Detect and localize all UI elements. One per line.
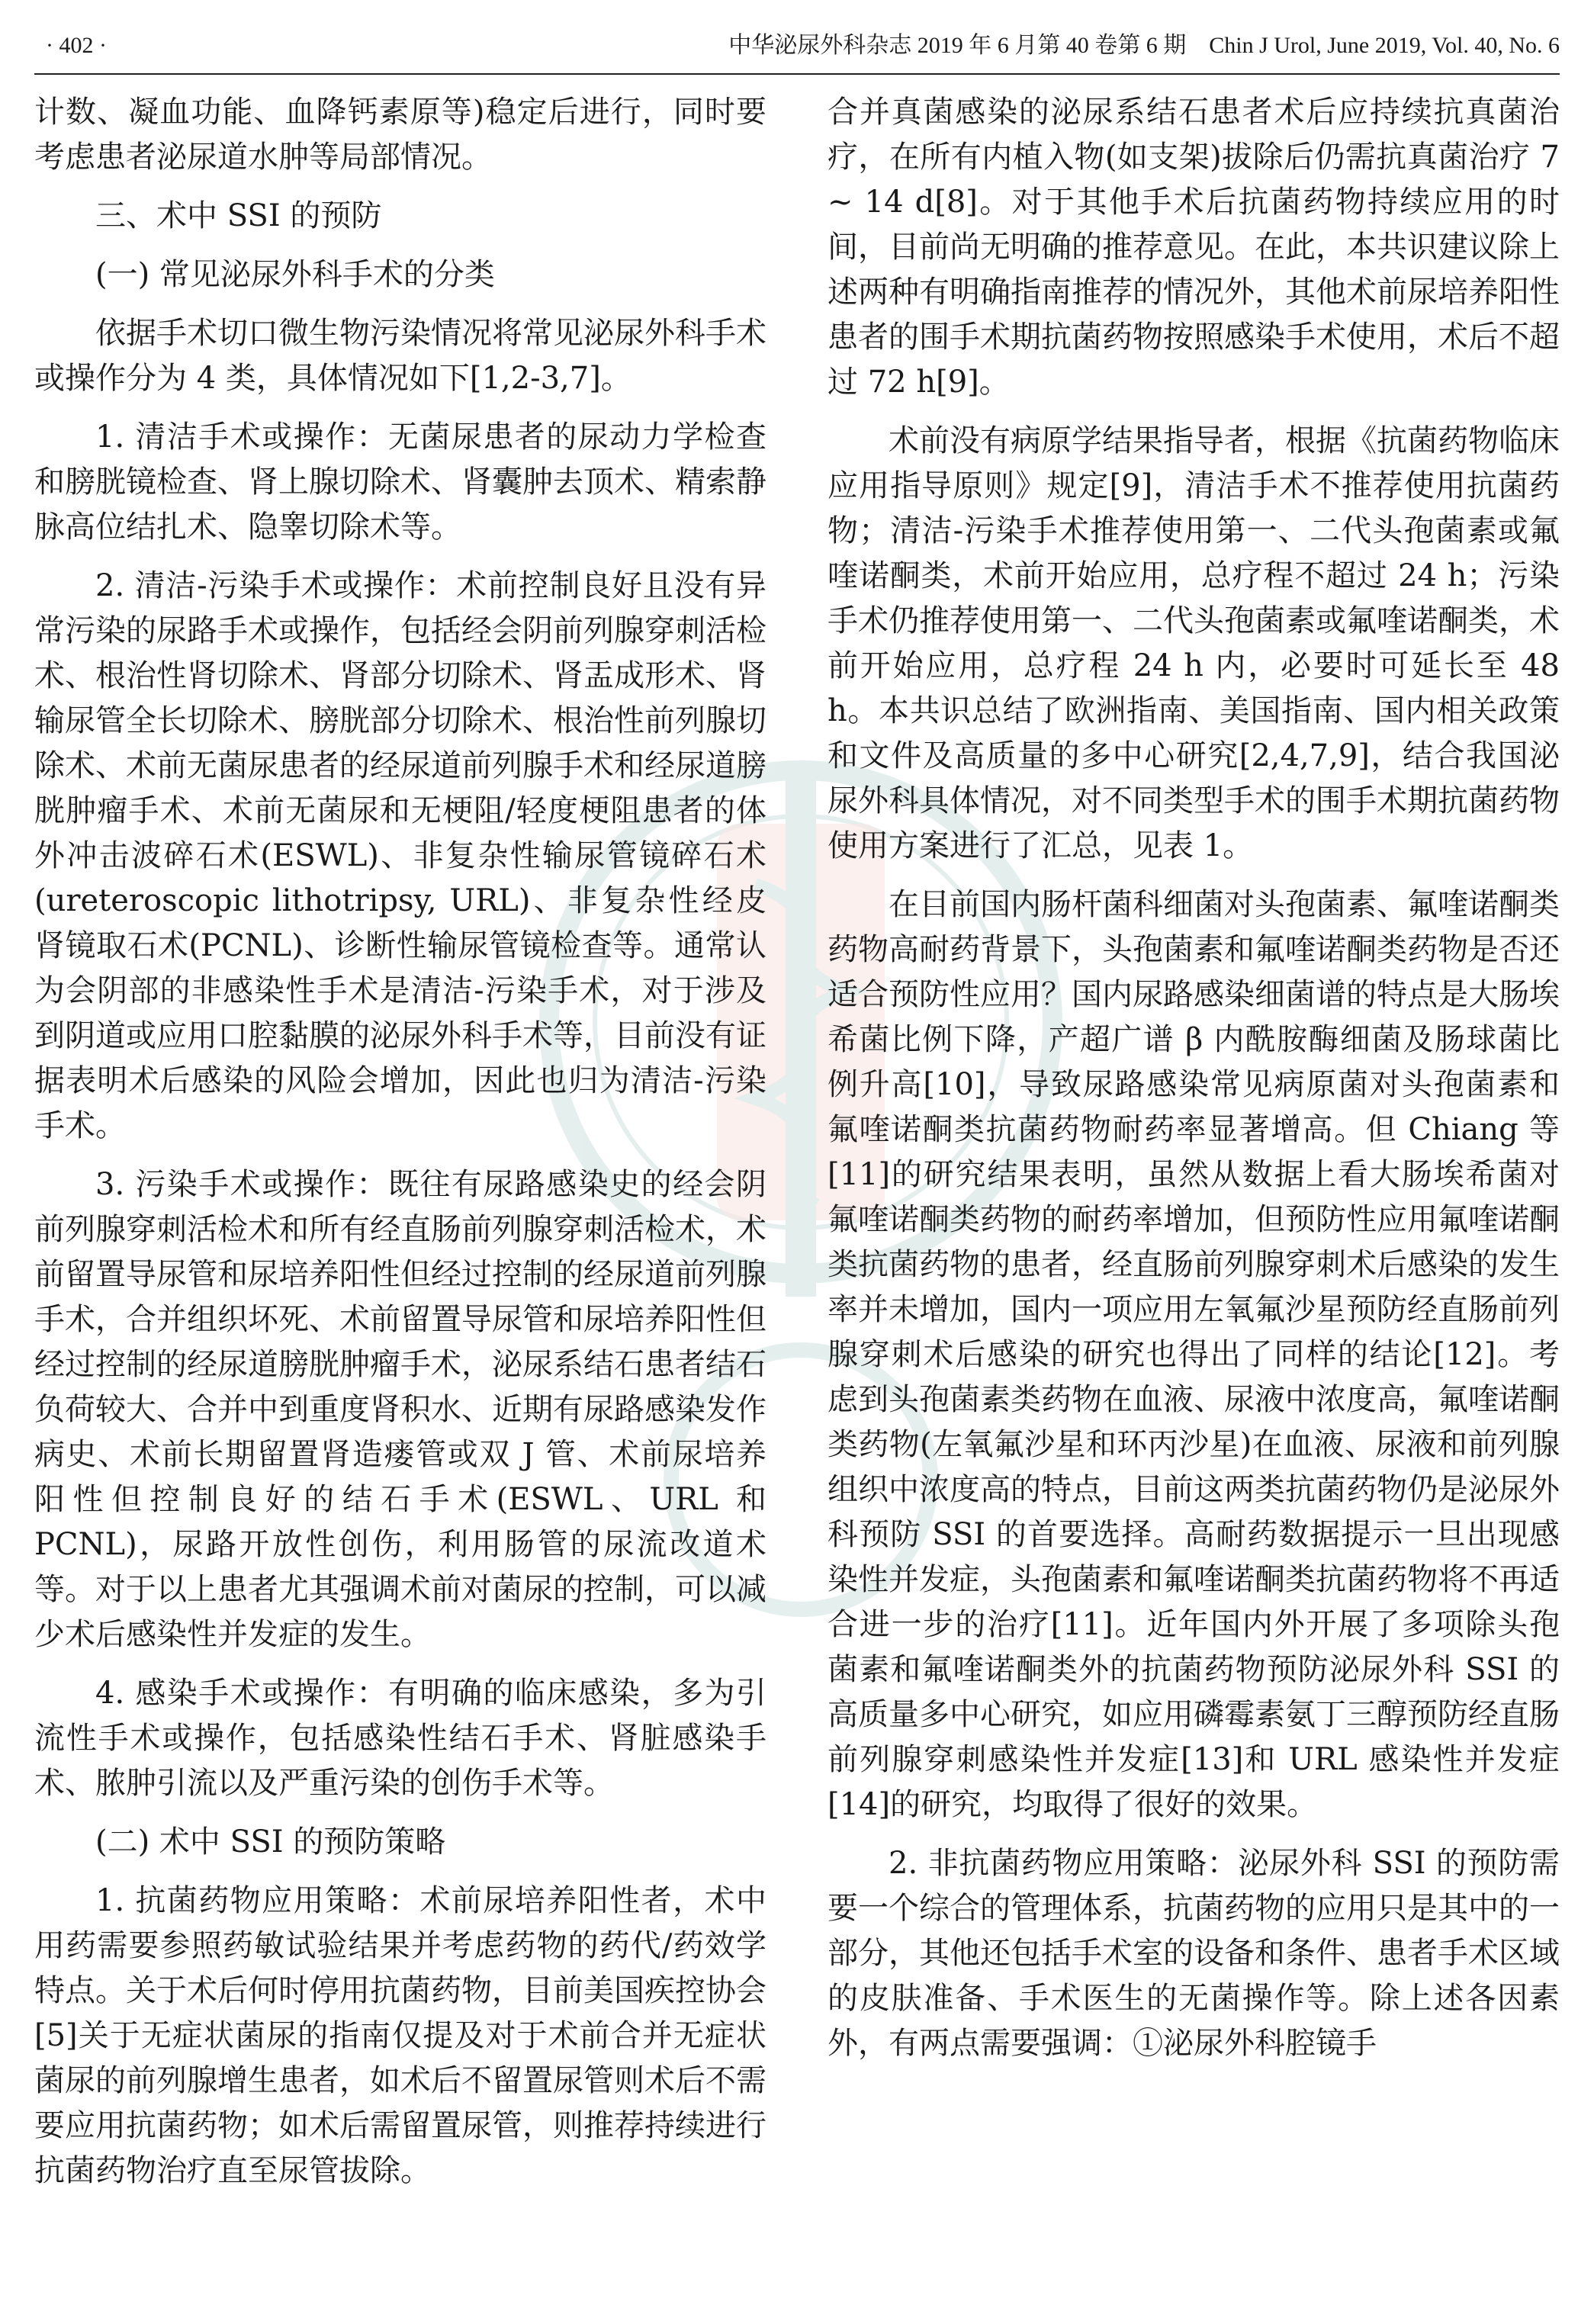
right-column — [828, 90, 1560, 2294]
header-rule — [34, 73, 1560, 75]
paragraph: 3. 污染手术或操作：既往有尿路感染史的经会阴前列腺穿刺活检术和所有经直肠前列腺穿刺活检术，术前留置导尿管和尿培养阳性但经过控制的经尿道前列腺手术，合并组织坏死、术前留置导尿管和尿培养阳性但经过控制的经尿道膀胱肿瘤手术，泌尿系结石患者结石负荷较大、合并中到重度肾积水、近期有尿路感染发作病史、术前长期留置肾造瘘管或双 J 管、术前尿培养阳性但控制良好的结石手术(ESWL、URL 和 PCNL)，尿路开放性创伤，利用肠管的尿流改道术等。对于以上患者尤其强调术前对菌尿的控制，可以减少术后感染性并发症的发生。 — [34, 1167, 766, 1652]
paragraph: 1. 抗菌药物应用策略：术前尿培养阳性者，术中用药需要参照药敏试验结果并考虑药物的药代/药效学特点。关于术后何时停用抗菌药物，目前美国疾控协会[5]关于无症状菌尿的指南仅提及对于术前合并无症状菌尿的前列腺增生患者，如术后不留置尿管则术后不需要应用抗菌药物；如术后需留置尿管，则推荐持续进行抗菌药物治疗直至尿管拔除。 — [34, 1883, 766, 2188]
journal-citation: 中华泌尿外科杂志 2019 年 6 月第 40 卷第 6 期 Chin J Urol, June 2019, Vol. 40, No. 6 — [728, 33, 1560, 58]
paragraph: 计数、凝血功能、血降钙素原等)稳定后进行，同时要考虑患者泌尿道水肿等局部情况。 — [34, 95, 766, 175]
page-number: · 402 · — [46, 33, 107, 58]
subsection-heading: (一) 常见泌尿外科手术的分类 — [95, 257, 495, 292]
subsection-heading: (二) 术中 SSI 的预防策略 — [95, 1824, 446, 1860]
section-heading: 三、术中 SSI 的预防 — [95, 198, 382, 233]
paragraph: 依据手术切口微生物污染情况将常见泌尿外科手术或操作分为 4 类，具体情况如下[1,2-3,7]。 — [34, 316, 766, 396]
page-header — [0, 0, 1594, 69]
paragraph: 2. 清洁-污染手术或操作：术前控制良好且没有异常污染的尿路手术或操作，包括经会阴前列腺穿刺活检术、根治性肾切除术、肾部分切除术、肾盂成形术、肾输尿管全长切除术、膀胱部分切除术、根治性前列腺切除术、术前无菌尿患者的经尿道前列腺手术和经尿道膀胱肿瘤手术、术前无菌尿和无梗阻/轻度梗阻患者的体外冲击波碎石术(ESWL)、非复杂性输尿管镜碎石术(ureteroscopic lithotripsy, URL)、非复杂性经皮肾镜取石术(PCNL)、诊断性输尿管镜检查等。通常认为会阴部的非感染性手术是清洁-污染手术，对于涉及到阴道或应用口腔黏膜的泌尿外科手术等，目前没有证据表明术后感染的风险会增加，因此也归为清洁-污染手术。 — [34, 568, 766, 1143]
paragraph: 4. 感染手术或操作：有明确的临床感染，多为引流性手术或操作，包括感染性结石手术、肾脏感染手术、脓肿引流以及严重污染的创伤手术等。 — [34, 1676, 766, 1801]
paragraph: 术前没有病原学结果指导者，根据《抗菌药物临床应用指导原则》规定[9]，清洁手术不推荐使用抗菌药物；清洁-污染手术推荐使用第一、二代头孢菌素或氟喹诺酮类，术前开始应用，总疗程不超过 24 h；污染手术仍推荐使用第一、二代头孢菌素或氟喹诺酮类，术前开始应用，总疗程 24 h 内，必要时可延长至 48 h。本共识总结了欧洲指南、美国指南、国内相关政策和文件及高质量的多中心研究[2,4,7,9]，结合我国泌尿外科具体情况，对不同类型手术的围手术期抗菌药物使用方案进行了汇总，见表 1。 — [828, 423, 1560, 863]
paragraph: 在目前国内肠杆菌科细菌对头孢菌素、氟喹诺酮类药物高耐药背景下，头孢菌素和氟喹诺酮类药物是否还适合预防性应用？国内尿路感染细菌谱的特点是大肠埃希菌比例下降，产超广谱 β 内酰胺酶细菌及肠球菌比例升高[10]，导致尿路感染常见病原菌对头孢菌素和氟喹诺酮类抗菌药物耐药率显著增高。但 Chiang 等[11]的研究结果表明，虽然从数据上看大肠埃希菌对氟喹诺酮类药物的耐药率增加，但预防性应用氟喹诺酮类抗菌药物的患者，经直肠前列腺穿刺术后感染的发生率并未增加，国内一项应用左氧氟沙星预防经直肠前列腺穿刺术后感染的研究也得出了同样的结论[12]。考虑到头孢菌素类药物在血液、尿液中浓度高，氟喹诺酮类药物(左氧氟沙星和环丙沙星)在血液、尿液和前列腺组织中浓度高的特点，目前这两类抗菌药物仍是泌尿外科预防 SSI 的首要选择。高耐药数据提示一旦出现感染性并发症，头孢菌素和氟喹诺酮类抗菌药物将不再适合进一步的治疗[11]。近年国内外开展了多项除头孢菌素和氟喹诺酮类外的抗菌药物预防泌尿外科 SSI 的高质量多中心研究，如应用磷霉素氨丁三醇预防经直肠前列腺穿刺感染性并发症[13]和 URL 感染性并发症[14]的研究，均取得了很好的效果。 — [828, 887, 1560, 1822]
paragraph: 1. 清洁手术或操作：无菌尿患者的尿动力学检查和膀胱镜检查、肾上腺切除术、肾囊肿去顶术、精索静脉高位结扎术、隐睾切除术等。 — [34, 419, 766, 545]
left-column — [34, 90, 766, 2294]
paragraph: 合并真菌感染的泌尿系结石患者术后应持续抗真菌治疗，在所有内植入物(如支架)拔除后仍需抗真菌治疗 7 ~ 14 d[8]。对于其他手术后抗菌药物持续应用的时间，目前尚无明确的推荐意见。在此，本共识建议除上述两种有明确指南推荐的情况外，其他术前尿培养阳性患者的围手术期抗菌药物按照感染手术使用，术后不超过 72 h[9]。 — [828, 95, 1560, 400]
paragraph: 2. 非抗菌药物应用策略：泌尿外科 SSI 的预防需要一个综合的管理体系，抗菌药物的应用只是其中的一部分，其他还包括手术室的设备和条件、患者手术区域的皮肤准备、手术医生的无菌操作等。除上述各因素外，有两点需要强调：①泌尿外科腔镜手 — [828, 1846, 1560, 2061]
